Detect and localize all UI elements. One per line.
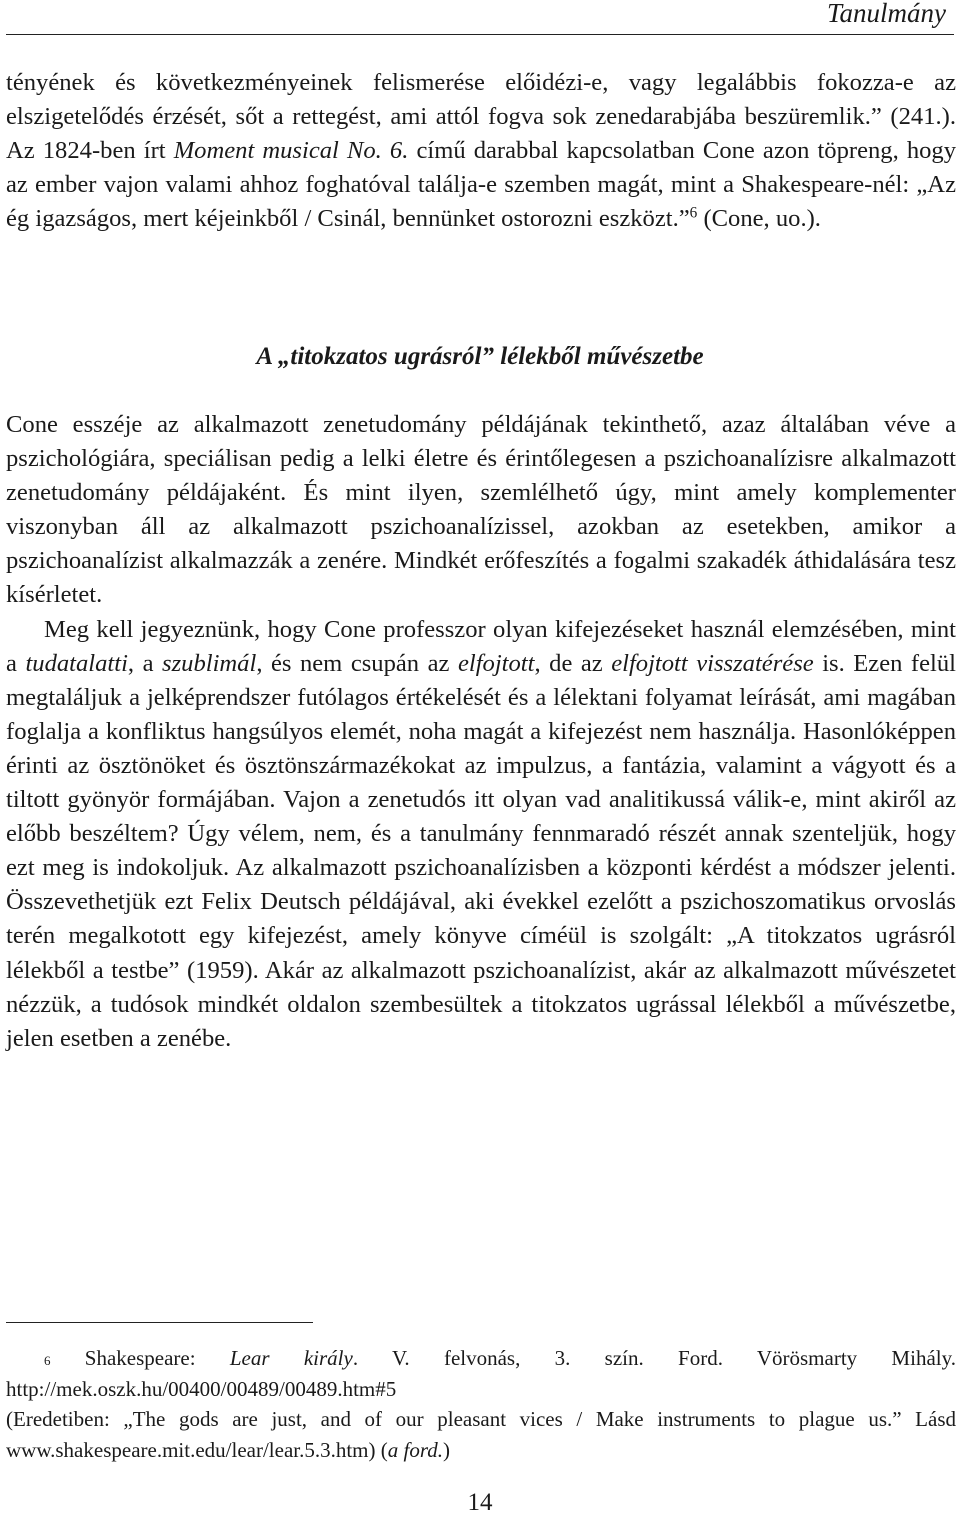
footnote-reference[interactable]: 6 xyxy=(689,205,698,222)
work-title: Moment musical No. 6. xyxy=(173,137,409,165)
header-rule xyxy=(6,34,954,35)
translator-note: a ford. xyxy=(387,1437,443,1462)
footnote-rule xyxy=(6,1322,313,1323)
para2-text-b: , a xyxy=(127,649,163,677)
body-paragraph-2 xyxy=(6,613,956,1056)
footnote-text-2b: ) xyxy=(443,1437,450,1462)
section-heading: A „titokzatos ugrásról” lélekből művészetbe xyxy=(256,343,704,370)
running-title: Tanulmány xyxy=(826,0,946,28)
footnote-text-2a: (Eredetiben: „The gods are just, and of our pleasant vices / Make instruments to plague us.” Lásd www.shakespeare.mit.edu/lear/lear.5.3.htm) ( xyxy=(6,1407,956,1462)
footnote-number: 6 xyxy=(44,1353,51,1368)
page-number: 14 xyxy=(467,1489,493,1516)
term-szublimal: szublimál xyxy=(162,649,257,677)
intro-text-1: tényének és következményeinek felismerése előidézi-e, vagy legalábbis fokozza-e az elszigetelődés érzését, sőt a rettegést, ami attól fogva sok zenedarabjába beszüremlik.” (241.). Az 1824-ben írt xyxy=(6,69,956,165)
footnote xyxy=(6,1343,956,1465)
section-body xyxy=(6,408,956,1056)
para2-text-c: , és nem csupán az xyxy=(256,649,458,677)
footnote-line-2 xyxy=(6,1404,956,1465)
term-elfojtott-visszaterese: elfojtott visszatérése xyxy=(611,649,814,677)
para2-text-d: , de az xyxy=(534,649,612,677)
intro-text-2: című darabbal kapcsolatban Cone azon töpreng, hogy az ember vajon valami ahhoz foghatóval találja-e szemben magát, mint a Shakespeare-nél: „Az ég igazságos, mert kéjeinkből / Csinál, bennünket ostorozni eszközt.” xyxy=(6,137,957,233)
footnote-text-1b: . V. felvonás, 3. szín. Ford. Vörösmarty Mihály. http://mek.oszk.hu/00400/00489/00489.htm#5 xyxy=(6,1346,956,1401)
term-tudatalatti: tudatalatti xyxy=(25,649,128,677)
para2-text-e: is. Ezen felül megtaláljuk a jelképrendszer futólagos értékelését és a lélektani folyamat leírását, ami magában foglalja a konfliktus hangsúlyos elemét, noha magát a kifejezést nem használja. Hasonlóképpen érinti az ösztönöket és ösztönszármazékokat az impulzus, a fantázia, valamint a vágyott és a tiltott gyönyör formájában. Vajon a zenetudós itt olyan vad analitikussá válik-e, mint akiről az előbb beszéltem? Úgy vélem, nem, és a tanulmány fennmaradó részét annak szenteljük, hogy ezt meg is indokoljuk. Az alkalmazott pszichoanalízisben a központi kérdést a módszer jelenti. Összevethetjük ezt Felix Deutsch példájával, aki évekkel ezelőtt a pszichoszomatikus orvoslás terén megalkotott egy kifejezést, amely könyve címéül is szolgált: „A titokzatos ugrásról lélekből a testbe” (1959). Akár az alkalmazott pszichoanalízist, akár az alkalmazott művészetet nézzük, a tudósok mindkét oldalon szembesültek a titokzatos ugrással lélekből a művészetbe, jelen esetben a zenébe. xyxy=(6,649,956,1052)
body-paragraph-1: Cone esszéje az alkalmazott zenetudomány példájának tekinthető, azaz általában véve a pszichológiára, speciálisan pedig a lelki életre és érintőlegesen a pszichoanalízisre alkalmazott zenetudomány példájaként. És mint ilyen, szemlélhető úgy, mint amely komplementer viszonyban áll az alkalmazott pszichoanalízissel, azokban az esetekben, amikor a pszichoanalízist alkalmazzák a zenére. Mindkét erőfeszítés a fogalmi szakadék áthidalására tesz kísérletet. xyxy=(6,411,956,609)
footnote-work-title: Lear király xyxy=(229,1346,353,1370)
para2-text-a: Meg kell jegyeznünk, hogy Cone professzor olyan kifejezéseket használ elemzésében, mint a xyxy=(6,615,956,677)
footnote-text-1a: Shakespeare: xyxy=(50,1346,230,1370)
intro-text-3: (Cone, uo.). xyxy=(697,205,821,233)
footnote-line-1 xyxy=(6,1343,956,1404)
term-elfojtott: elfojtott xyxy=(457,649,535,677)
intro-paragraph xyxy=(6,66,956,236)
